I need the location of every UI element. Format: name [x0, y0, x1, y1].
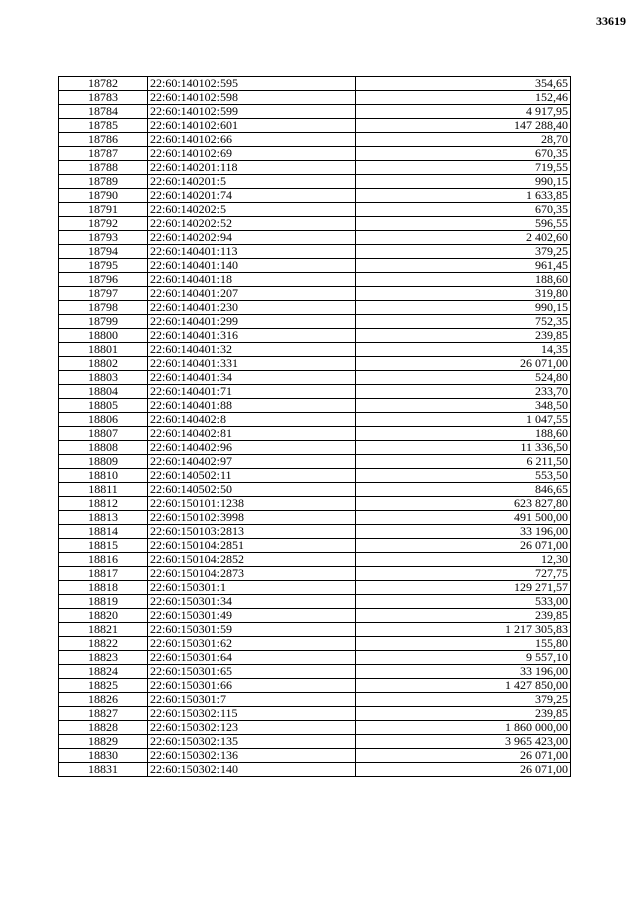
row-number-cell: 18823 [59, 651, 148, 665]
cadastral-number-cell: 22:60:140401:316 [148, 329, 356, 343]
cadastral-number-cell: 22:60:150103:2813 [148, 525, 356, 539]
table-row [59, 609, 571, 623]
cadastral-number-cell: 22:60:150301:49 [148, 609, 356, 623]
value-cell: 348,50 [356, 399, 571, 413]
table-row [59, 119, 571, 133]
value-cell: 188,60 [356, 427, 571, 441]
value-cell: 12,30 [356, 553, 571, 567]
cadastral-number-cell: 22:60:150301:59 [148, 623, 356, 637]
value-cell: 147 288,40 [356, 119, 571, 133]
cadastral-number-cell: 22:60:150301:62 [148, 637, 356, 651]
cadastral-number-cell: 22:60:140401:34 [148, 371, 356, 385]
table-row [59, 217, 571, 231]
table-row [59, 623, 571, 637]
table-row [59, 77, 571, 91]
table-row [59, 259, 571, 273]
row-number-cell: 18803 [59, 371, 148, 385]
table-row [59, 105, 571, 119]
table-row [59, 693, 571, 707]
table-row [59, 721, 571, 735]
value-cell: 239,85 [356, 609, 571, 623]
row-number-cell: 18793 [59, 231, 148, 245]
value-cell: 1 860 000,00 [356, 721, 571, 735]
row-number-cell: 18807 [59, 427, 148, 441]
cadastral-number-cell: 22:60:140102:69 [148, 147, 356, 161]
value-cell: 961,45 [356, 259, 571, 273]
row-number-cell: 18788 [59, 161, 148, 175]
cadastral-number-cell: 22:60:150302:136 [148, 749, 356, 763]
value-cell: 524,80 [356, 371, 571, 385]
cadastral-number-cell: 22:60:150302:123 [148, 721, 356, 735]
table-row [59, 301, 571, 315]
cadastral-number-cell: 22:60:150301:66 [148, 679, 356, 693]
value-cell: 533,00 [356, 595, 571, 609]
cadastral-number-cell: 22:60:140201:74 [148, 189, 356, 203]
cadastral-number-cell: 22:60:140401:32 [148, 343, 356, 357]
row-number-cell: 18799 [59, 315, 148, 329]
row-number-cell: 18821 [59, 623, 148, 637]
table-row [59, 665, 571, 679]
value-cell: 1 217 305,83 [356, 623, 571, 637]
table-row [59, 231, 571, 245]
row-number-cell: 18815 [59, 539, 148, 553]
row-number-cell: 18800 [59, 329, 148, 343]
value-cell: 1 047,55 [356, 413, 571, 427]
cadastral-number-cell: 22:60:150302:140 [148, 763, 356, 777]
cadastral-number-cell: 22:60:140401:18 [148, 273, 356, 287]
row-number-cell: 18787 [59, 147, 148, 161]
value-cell: 379,25 [356, 245, 571, 259]
row-number-cell: 18797 [59, 287, 148, 301]
value-cell: 670,35 [356, 203, 571, 217]
table-row [59, 175, 571, 189]
cadastral-number-cell: 22:60:140401:331 [148, 357, 356, 371]
cadastral-number-cell: 22:60:140102:598 [148, 91, 356, 105]
table-row [59, 469, 571, 483]
table-row [59, 287, 571, 301]
cadastral-number-cell: 22:60:150301:1 [148, 581, 356, 595]
cadastral-number-cell: 22:60:140202:94 [148, 231, 356, 245]
value-cell: 152,46 [356, 91, 571, 105]
row-number-cell: 18805 [59, 399, 148, 413]
value-cell: 188,60 [356, 273, 571, 287]
value-cell: 33 196,00 [356, 665, 571, 679]
table-row [59, 147, 571, 161]
cadastral-number-cell: 22:60:140201:5 [148, 175, 356, 189]
row-number-cell: 18826 [59, 693, 148, 707]
value-cell: 319,80 [356, 287, 571, 301]
row-number-cell: 18783 [59, 91, 148, 105]
value-cell: 26 071,00 [356, 763, 571, 777]
cadastral-number-cell: 22:60:140102:601 [148, 119, 356, 133]
value-cell: 239,85 [356, 707, 571, 721]
cadastral-number-cell: 22:60:150101:1238 [148, 497, 356, 511]
value-cell: 4 917,95 [356, 105, 571, 119]
value-cell: 719,55 [356, 161, 571, 175]
value-cell: 14,35 [356, 343, 571, 357]
row-number-cell: 18816 [59, 553, 148, 567]
row-number-cell: 18809 [59, 455, 148, 469]
row-number-cell: 18795 [59, 259, 148, 273]
table-row [59, 315, 571, 329]
table-row [59, 735, 571, 749]
table-row [59, 525, 571, 539]
table-row [59, 497, 571, 511]
cadastral-number-cell: 22:60:140402:81 [148, 427, 356, 441]
value-cell: 990,15 [356, 175, 571, 189]
cadastral-number-cell: 22:60:140102:595 [148, 77, 356, 91]
row-number-cell: 18810 [59, 469, 148, 483]
cadastral-number-cell: 22:60:140202:52 [148, 217, 356, 231]
cadastral-number-cell: 22:60:150302:115 [148, 707, 356, 721]
row-number-cell: 18789 [59, 175, 148, 189]
cadastral-number-cell: 22:60:140401:88 [148, 399, 356, 413]
value-cell: 623 827,80 [356, 497, 571, 511]
table-row [59, 385, 571, 399]
row-number-cell: 18827 [59, 707, 148, 721]
cadastral-number-cell: 22:60:150104:2851 [148, 539, 356, 553]
table-row [59, 427, 571, 441]
row-number-cell: 18806 [59, 413, 148, 427]
table-row [59, 567, 571, 581]
value-cell: 33 196,00 [356, 525, 571, 539]
row-number-cell: 18829 [59, 735, 148, 749]
cadastral-number-cell: 22:60:140401:207 [148, 287, 356, 301]
row-number-cell: 18813 [59, 511, 148, 525]
table-row [59, 553, 571, 567]
table-row [59, 707, 571, 721]
value-cell: 1 633,85 [356, 189, 571, 203]
value-cell: 129 271,57 [356, 581, 571, 595]
row-number-cell: 18804 [59, 385, 148, 399]
table-row [59, 651, 571, 665]
cadastral-number-cell: 22:60:140402:8 [148, 413, 356, 427]
row-number-cell: 18786 [59, 133, 148, 147]
table-row [59, 455, 571, 469]
table-row [59, 511, 571, 525]
row-number-cell: 18791 [59, 203, 148, 217]
cadastral-number-cell: 22:60:140201:118 [148, 161, 356, 175]
row-number-cell: 18811 [59, 483, 148, 497]
row-number-cell: 18794 [59, 245, 148, 259]
row-number-cell: 18798 [59, 301, 148, 315]
table-row [59, 273, 571, 287]
row-number-cell: 18784 [59, 105, 148, 119]
row-number-cell: 18812 [59, 497, 148, 511]
table-row [59, 133, 571, 147]
value-cell: 752,35 [356, 315, 571, 329]
table-row [59, 637, 571, 651]
cadastral-number-cell: 22:60:140401:230 [148, 301, 356, 315]
cadastral-number-cell: 22:60:150301:64 [148, 651, 356, 665]
table-row [59, 161, 571, 175]
table-body [59, 77, 571, 777]
value-cell: 3 965 423,00 [356, 735, 571, 749]
row-number-cell: 18796 [59, 273, 148, 287]
data-table [58, 76, 571, 777]
value-cell: 155,80 [356, 637, 571, 651]
value-cell: 28,70 [356, 133, 571, 147]
row-number-cell: 18825 [59, 679, 148, 693]
row-number-cell: 18808 [59, 441, 148, 455]
table-row [59, 413, 571, 427]
row-number-cell: 18818 [59, 581, 148, 595]
row-number-cell: 18790 [59, 189, 148, 203]
cadastral-number-cell: 22:60:150301:34 [148, 595, 356, 609]
value-cell: 11 336,50 [356, 441, 571, 455]
cadastral-number-cell: 22:60:150104:2852 [148, 553, 356, 567]
table-row [59, 357, 571, 371]
row-number-cell: 18831 [59, 763, 148, 777]
value-cell: 233,70 [356, 385, 571, 399]
table-row [59, 203, 571, 217]
row-number-cell: 18802 [59, 357, 148, 371]
table-row [59, 245, 571, 259]
row-number-cell: 18817 [59, 567, 148, 581]
page-number: 33619 [596, 14, 626, 28]
cadastral-number-cell: 22:60:140502:11 [148, 469, 356, 483]
row-number-cell: 18814 [59, 525, 148, 539]
value-cell: 2 402,60 [356, 231, 571, 245]
cadastral-number-cell: 22:60:140401:113 [148, 245, 356, 259]
table-row [59, 189, 571, 203]
row-number-cell: 18820 [59, 609, 148, 623]
row-number-cell: 18824 [59, 665, 148, 679]
cadastral-number-cell: 22:60:140401:71 [148, 385, 356, 399]
cadastral-number-cell: 22:60:150302:135 [148, 735, 356, 749]
table-row [59, 371, 571, 385]
table-row [59, 329, 571, 343]
value-cell: 6 211,50 [356, 455, 571, 469]
value-cell: 846,65 [356, 483, 571, 497]
row-number-cell: 18785 [59, 119, 148, 133]
value-cell: 596,55 [356, 217, 571, 231]
table-row [59, 441, 571, 455]
cadastral-number-cell: 22:60:150301:7 [148, 693, 356, 707]
row-number-cell: 18819 [59, 595, 148, 609]
cadastral-number-cell: 22:60:150301:65 [148, 665, 356, 679]
value-cell: 491 500,00 [356, 511, 571, 525]
cadastral-number-cell: 22:60:140102:66 [148, 133, 356, 147]
cadastral-number-cell: 22:60:140401:299 [148, 315, 356, 329]
value-cell: 727,75 [356, 567, 571, 581]
table-row [59, 539, 571, 553]
value-cell: 9 557,10 [356, 651, 571, 665]
cadastral-number-cell: 22:60:150102:3998 [148, 511, 356, 525]
row-number-cell: 18828 [59, 721, 148, 735]
cadastral-number-cell: 22:60:140202:5 [148, 203, 356, 217]
value-cell: 990,15 [356, 301, 571, 315]
table-row [59, 595, 571, 609]
value-cell: 553,50 [356, 469, 571, 483]
table-row [59, 679, 571, 693]
row-number-cell: 18830 [59, 749, 148, 763]
value-cell: 1 427 850,00 [356, 679, 571, 693]
table-row [59, 343, 571, 357]
row-number-cell: 18822 [59, 637, 148, 651]
cadastral-number-cell: 22:60:140402:96 [148, 441, 356, 455]
value-cell: 670,35 [356, 147, 571, 161]
cadastral-number-cell: 22:60:140502:50 [148, 483, 356, 497]
value-cell: 26 071,00 [356, 539, 571, 553]
cadastral-number-cell: 22:60:150104:2873 [148, 567, 356, 581]
table-row [59, 91, 571, 105]
table-row [59, 749, 571, 763]
cadastral-number-cell: 22:60:140401:140 [148, 259, 356, 273]
value-cell: 379,25 [356, 693, 571, 707]
value-cell: 26 071,00 [356, 749, 571, 763]
cadastral-number-cell: 22:60:140402:97 [148, 455, 356, 469]
row-number-cell: 18782 [59, 77, 148, 91]
value-cell: 239,85 [356, 329, 571, 343]
table-row [59, 399, 571, 413]
value-cell: 354,65 [356, 77, 571, 91]
row-number-cell: 18792 [59, 217, 148, 231]
row-number-cell: 18801 [59, 343, 148, 357]
table-row [59, 581, 571, 595]
cadastral-number-cell: 22:60:140102:599 [148, 105, 356, 119]
table-row [59, 763, 571, 777]
value-cell: 26 071,00 [356, 357, 571, 371]
table-row [59, 483, 571, 497]
